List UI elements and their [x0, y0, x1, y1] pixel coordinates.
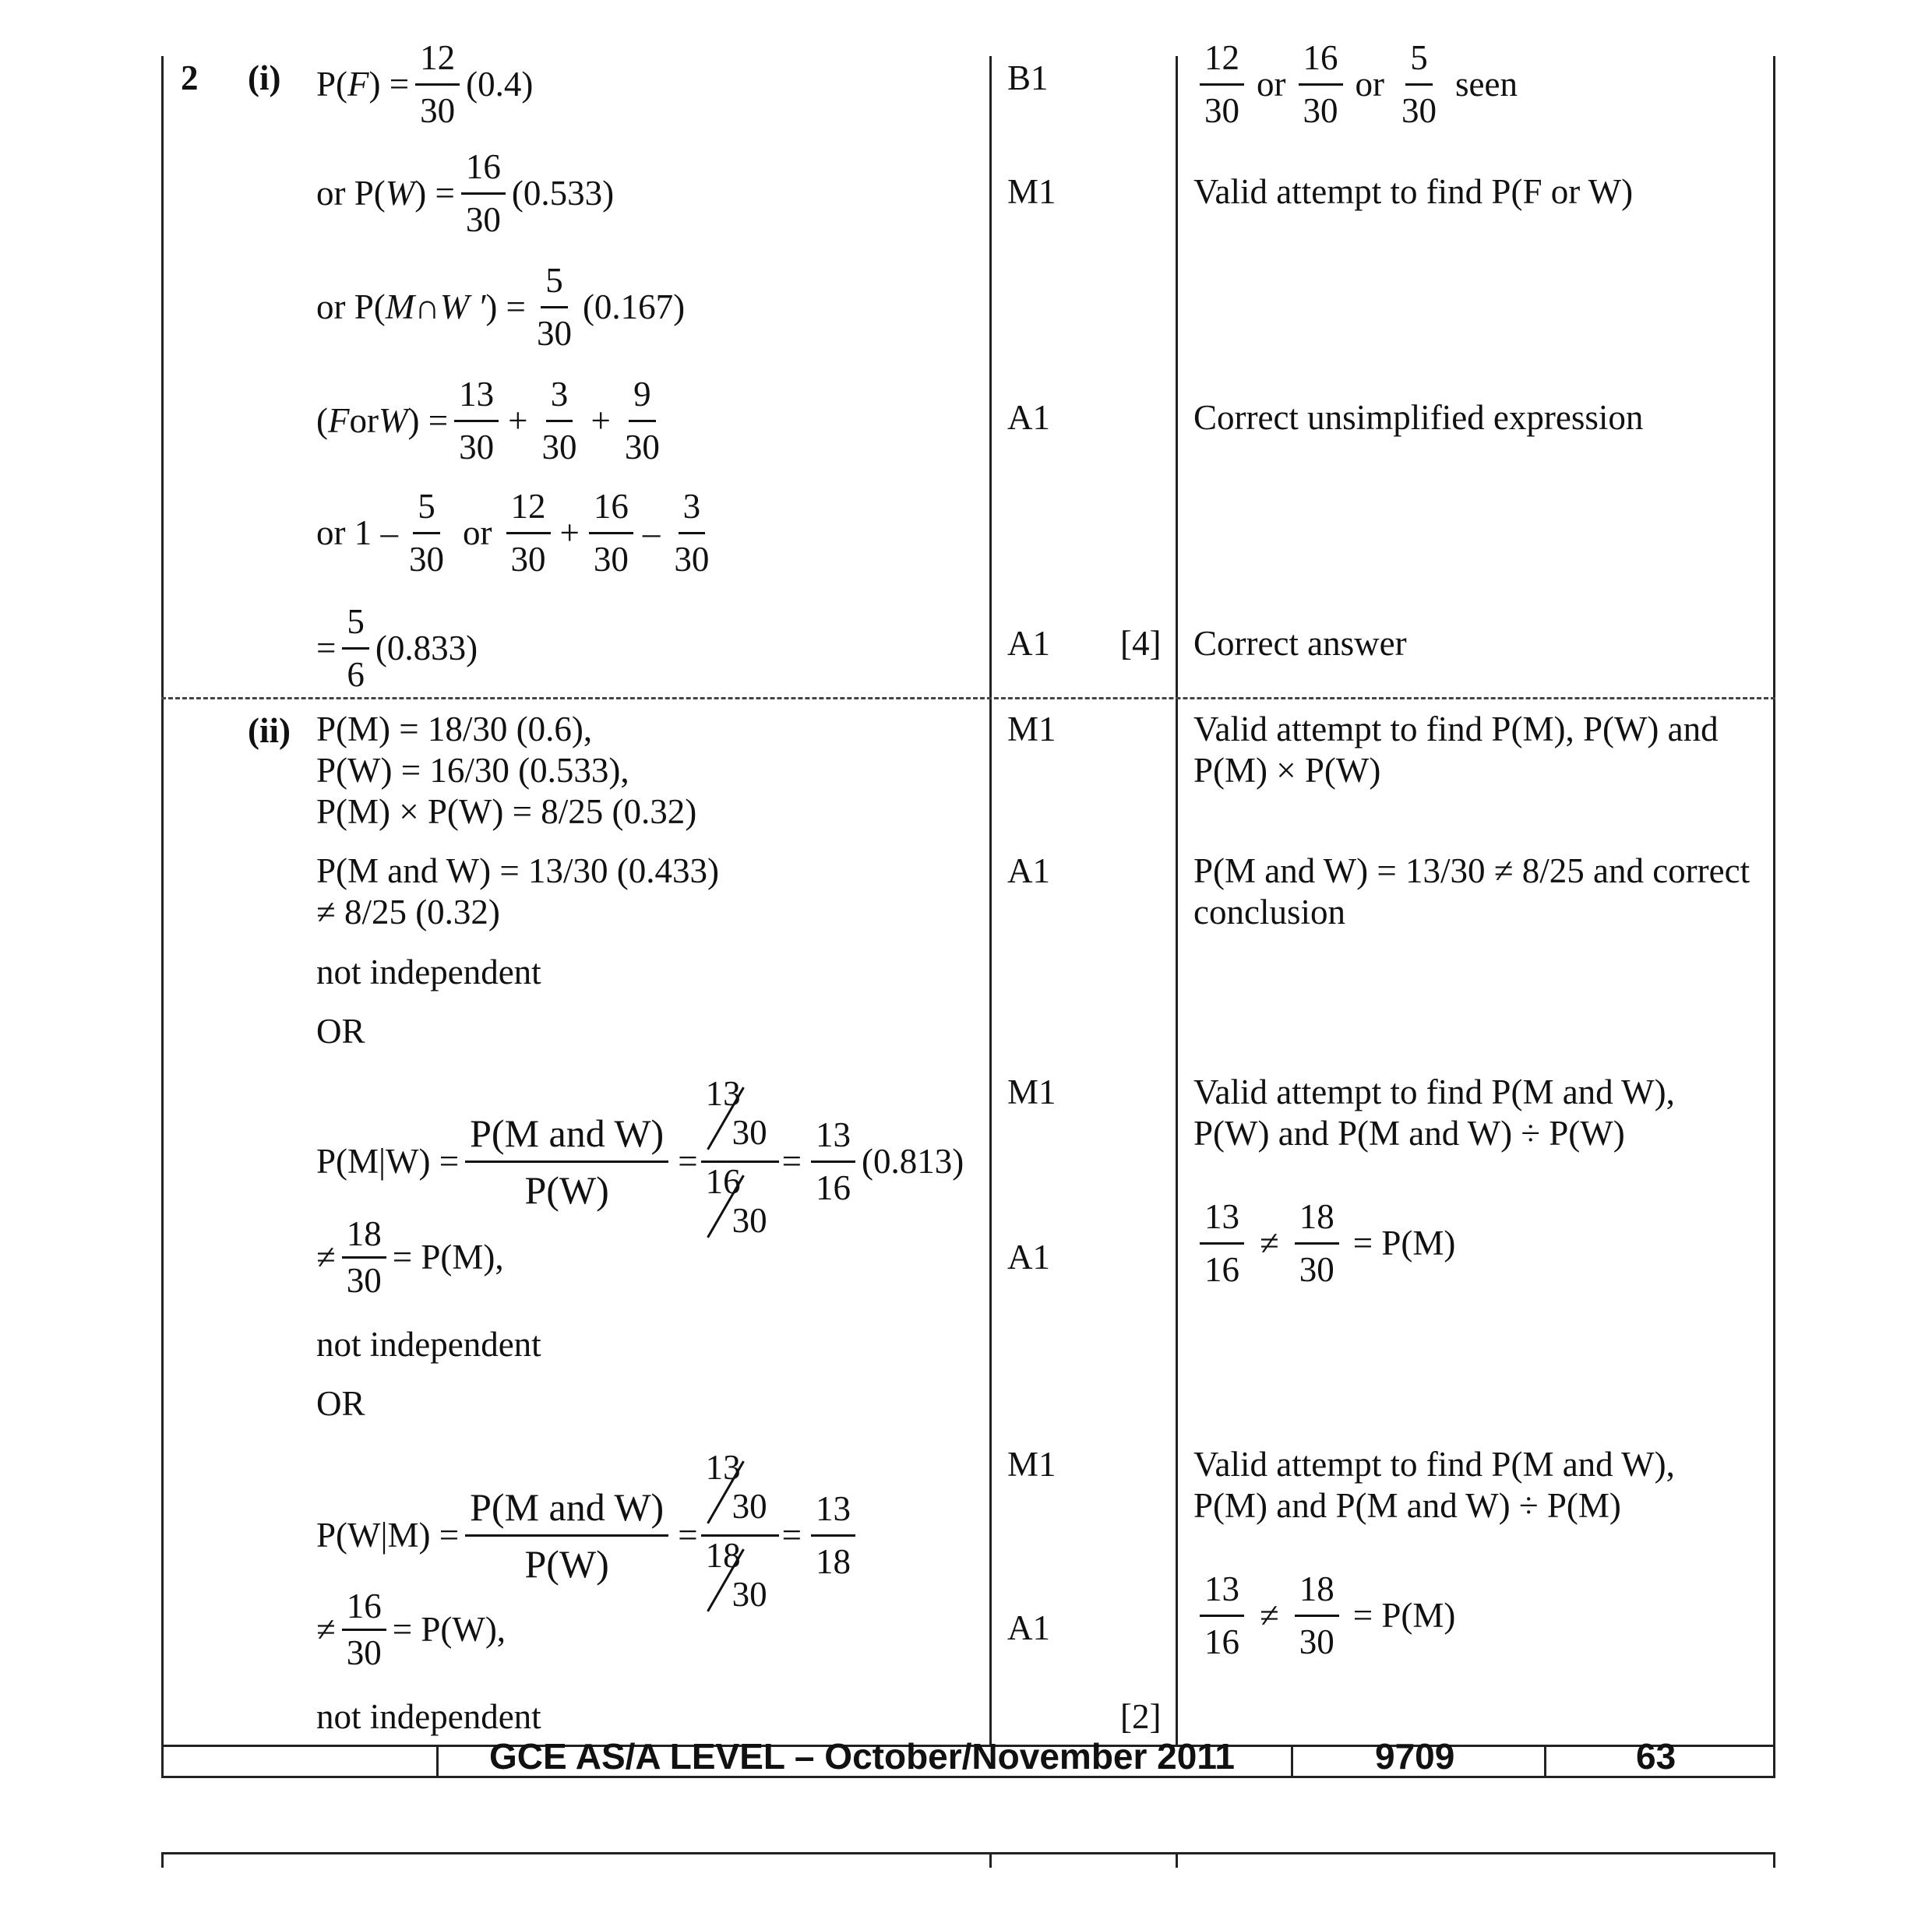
mark-b1: B1 [1007, 58, 1049, 97]
fraction: $\frac{3}{30}$ [674, 487, 710, 579]
part-i-label: (i) [248, 58, 281, 97]
conclusion-not-independent-3: not independent [316, 1697, 541, 1736]
guidance-valid-mw: Valid attempt to find P(M), P(W) and P(M) × P(W) [1193, 710, 1719, 791]
fraction: $\frac{12}{30}$ [506, 489, 551, 577]
fraction: $\frac{16}{30}$ [1299, 41, 1343, 129]
fraction: $\frac{16}{30}$ [342, 1589, 386, 1671]
mark-total-i: [4] [1120, 624, 1162, 663]
mark-a1-ii-2: A1 [1007, 1238, 1050, 1277]
guidance-neq-a: $\frac{13}{16}$ ≠ $\frac{18}{30}$ = P(M) [1193, 1199, 1455, 1287]
guidance-seen: $\frac{12}{30}$ or $\frac{16}{30}$ or $\frac{5}{30}$ seen [1193, 41, 1518, 129]
or-separator-2: OR [316, 1384, 365, 1423]
answer-p-f: P( F ) = $\frac{12}{30}$ (0.4) [316, 38, 534, 130]
guidance-correct-answer: Correct answer [1193, 624, 1407, 663]
fraction: $\frac{3}{30}$ [541, 375, 577, 467]
fraction: $\frac{13}{16}$ [1200, 1572, 1244, 1660]
mark-a1-i-2: A1 [1007, 624, 1050, 663]
fraction: $\frac{5}{30}$ [409, 487, 444, 579]
slash-fraction: 13 30 [705, 1448, 767, 1526]
footer-syllabus-code: 9709 [1375, 1736, 1455, 1777]
conclusion-not-independent-2: not independent [316, 1325, 541, 1364]
guidance-valid-cond-w: Valid attempt to find P(M and W), P(W) and P(M and W) ÷ P(W) [1193, 1072, 1675, 1153]
table-left-border [161, 56, 164, 1778]
next-table-top-line [161, 1852, 1775, 1854]
marks-column-left-border [989, 56, 992, 1746]
part-ii-label: (ii) [248, 711, 291, 750]
answer-conditional-m-given-w: P(M|W) = $\frac{\text{P(M and W)}}{P(W)}$ = 13 30 16 30 = $\frac{13}{16}$ (0.813) [316, 1075, 964, 1249]
mark-a1-ii-3: A1 [1007, 1608, 1050, 1647]
guidance-p-m-and-w: P(M and W) = 13/30 ≠ 8/25 and correct conclusion [1193, 851, 1750, 932]
fraction: $\frac{5}{30}$ [536, 261, 572, 353]
fraction: $\frac{18}{30}$ [342, 1217, 386, 1298]
fraction: $\frac{\text{P(M and W)}}{P(W)}$ [465, 1488, 668, 1583]
table-right-border [1773, 56, 1775, 1746]
footer-divider-3 [1544, 1745, 1546, 1778]
footer-paper-number: 63 [1636, 1736, 1676, 1777]
next-table-right [1773, 1852, 1775, 1868]
footer-divider-1 [436, 1745, 439, 1778]
next-table-marks-left [989, 1852, 992, 1868]
footer-divider-2 [1291, 1745, 1293, 1778]
slash-fraction: 16 30 [705, 1162, 767, 1240]
answer-probabilities-block: P(M) = 18/30 (0.6), P(W) = 16/30 (0.533), P(M) × P(W) = 8/25 (0.32) [316, 710, 697, 832]
answer-p-m-and-w: P(M and W) = 13/30 (0.433) ≠ 8/25 (0.32) [316, 851, 719, 932]
answer-alternatives: or 1 – $\frac{5}{30}$ or $\frac{12}{30}$ + $\frac{16}{30}$ – $\frac{3}{30}$ [316, 489, 720, 577]
fraction: $\frac{13}{30}$ [454, 377, 499, 465]
footer-exam-title: GCE AS/A LEVEL – October/November 2011 [489, 1736, 1235, 1777]
answer-f-or-w-sum: ( F or W ) = $\frac{13}{30}$ + $\frac{3}{30}$ + $\frac{9}{30}$ [316, 377, 671, 465]
fraction: $\frac{5}{6}$ [342, 604, 369, 692]
fraction: $\frac{16}{30}$ [589, 489, 633, 577]
mark-a1-ii-1: A1 [1007, 851, 1050, 890]
next-table-left [161, 1852, 164, 1868]
fraction: $\frac{18}{30}$ [1295, 1572, 1339, 1660]
part-divider [161, 697, 1775, 699]
mark-m1-i: M1 [1007, 172, 1056, 211]
answer-final-i: = $\frac{5}{6}$ (0.833) [316, 602, 478, 694]
answer-p-m-not-w: or P( M∩W ′ ) = $\frac{5}{30}$ (0.167) [316, 261, 686, 353]
mark-m1-ii-1: M1 [1007, 710, 1056, 748]
or-separator: OR [316, 1012, 365, 1051]
slash-fraction: 18 30 [705, 1536, 767, 1614]
answer-neq-p-w: ≠ $\frac{16}{30}$ = P(W), [316, 1587, 506, 1672]
fraction: $\frac{12}{30}$ [1200, 41, 1244, 129]
guidance-valid-f-or-w: Valid attempt to find P(F or W) [1193, 172, 1634, 211]
fraction: $\frac{18}{30}$ [1295, 1199, 1339, 1287]
next-table-guidance-left [1176, 1852, 1178, 1868]
fraction: $\frac{5}{30}$ [1401, 38, 1437, 130]
fraction: $\frac{13}{16}$ [1200, 1199, 1244, 1287]
guidance-valid-cond-m: Valid attempt to find P(M and W), P(M) and P(M and W) ÷ P(M) [1193, 1445, 1675, 1526]
fraction: $\frac{13}{18}$ [811, 1492, 855, 1580]
answer-neq-p-m: ≠ $\frac{18}{30}$ = P(M), [316, 1214, 504, 1300]
fraction: $\frac{12}{30}$ [415, 41, 460, 129]
slash-fraction: 13 30 [705, 1074, 767, 1152]
mark-total-ii: [2] [1120, 1697, 1162, 1736]
answer-conditional-w-given-m: P(W|M) = $\frac{\text{P(M and W)}}{P(W)}$ = 13 30 18 30 = $\frac{13}{18}$ [316, 1449, 862, 1622]
fraction: $\frac{13}{16}$ [811, 1118, 855, 1206]
answer-p-w: or P( W ) = $\frac{16}{30}$ (0.533) [316, 147, 615, 239]
conclusion-not-independent: not independent [316, 953, 541, 991]
mark-m1-ii-2: M1 [1007, 1072, 1056, 1111]
guidance-neq-b: $\frac{13}{16}$ ≠ $\frac{18}{30}$ = P(M) [1193, 1572, 1455, 1660]
guidance-correct-unsimplified: Correct unsimplified expression [1193, 398, 1644, 437]
mark-a1-i-1: A1 [1007, 398, 1050, 437]
fraction: $\frac{9}{30}$ [624, 375, 660, 467]
guidance-column-left-border [1176, 56, 1178, 1746]
footer-right-border [1773, 1745, 1775, 1778]
mark-m1-ii-3: M1 [1007, 1445, 1056, 1484]
fraction: $\frac{16}{30}$ [461, 150, 506, 238]
fraction: $\frac{\text{P(M and W)}}{P(W)}$ [465, 1114, 668, 1210]
question-number: 2 [181, 58, 199, 97]
